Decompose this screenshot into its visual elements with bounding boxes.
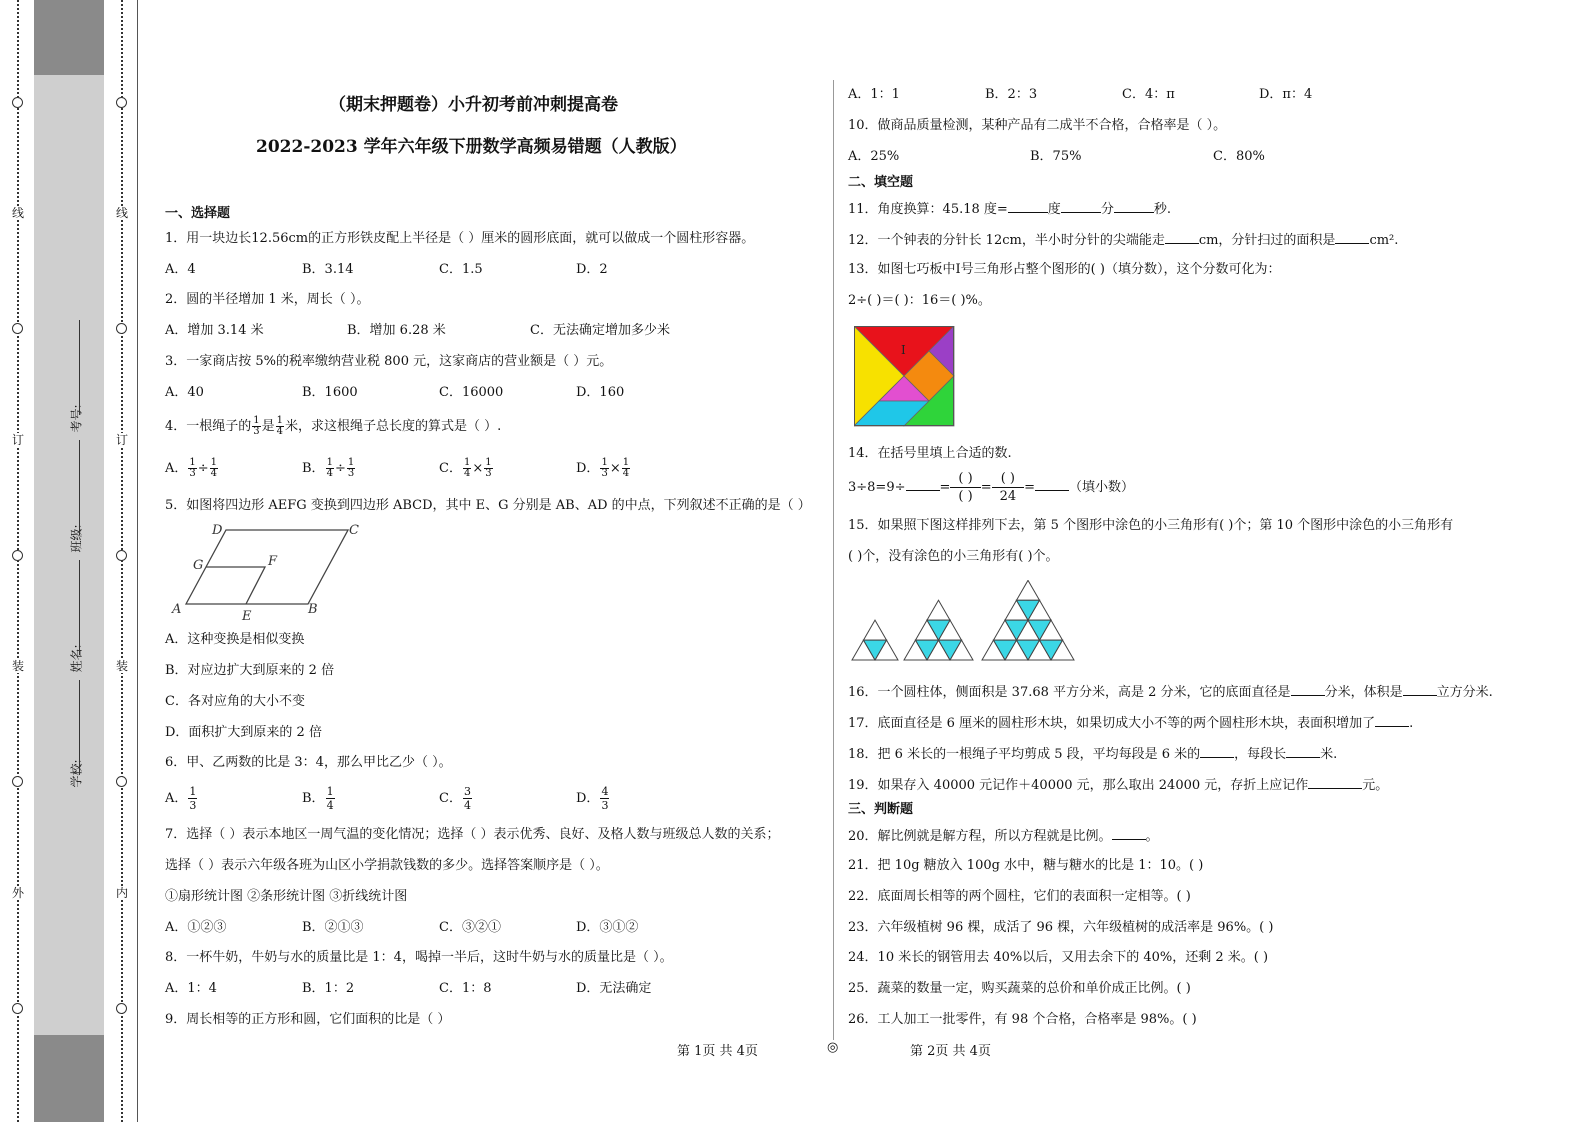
triangle-pattern-figure: [850, 580, 1080, 666]
q4-text: 米，求这根绳子总长度的算式是（ ）.: [285, 419, 502, 434]
q9-option-a: A．1：1: [848, 87, 900, 102]
q5-stem: 5．如图将四边形 AEFG 变换到四边形 ABCD，其中 E、G 分别是 AB、AD 的中点，下列叙述不正确的是（ ）: [165, 498, 811, 513]
section-heading: 二、填空题: [848, 175, 914, 190]
q8-option-a: A．1：4: [165, 981, 217, 996]
q21: 21．把 10g 糖放入 100g 水中，糖与糖水的比是 1：10。( ): [848, 858, 1204, 873]
binding-top-block: [34, 0, 104, 75]
fill-line: [79, 560, 80, 655]
margin-char: 线: [11, 206, 24, 220]
q19: 19．如果存入 40000 元记作＋40000 元，那么取出 24000 元，存折上应记作 元。: [848, 778, 1389, 793]
q25: 25．蔬菜的数量一定，购买蔬菜的总价和单价成正比例。( ): [848, 981, 1191, 996]
q4-option-b: B． $\frac{1}{4}$ ÷ $\frac{1}{3}$: [302, 457, 355, 479]
q8-option-c: C．1：8: [439, 981, 492, 996]
q7-line3: ①扇形统计图 ②条形统计图 ③折线统计图: [165, 889, 408, 904]
name-label: 姓名:: [69, 644, 84, 673]
label-e: E: [242, 609, 252, 624]
label-c: C: [349, 523, 359, 538]
q2-option-a: A．增加 3.14 米: [165, 323, 264, 338]
q7-option-d: D．③①②: [576, 920, 639, 935]
q15-line2: ( )个，没有涂色的小三角形有( )个。: [848, 549, 1059, 564]
ring-icon: [116, 550, 127, 561]
ring-icon: [12, 550, 23, 561]
page-number-left: 第 1页 共 4页: [677, 1044, 758, 1059]
unshaded-triangle: [864, 620, 887, 640]
ring-icon: [12, 1003, 23, 1014]
page-subtitle: 2022-2023 学年六年级下册数学高频易错题（人教版）: [256, 137, 687, 157]
parallelogram-figure: [168, 520, 368, 625]
q16: 16．一个圆柱体，侧面积是 37.68 平方分米，高是 2 分米，它的底面直径是 分米，体积是 立方分米.: [848, 685, 1493, 700]
q14-stem: 14．在括号里填上合适的数.: [848, 446, 1012, 461]
q3-option-d: D．160: [576, 385, 625, 400]
fill-line: [79, 440, 80, 535]
q7-line2: 选择（ ）表示六年级各班为山区小学捐款钱数的多少。选择答案顺序是（ ）。: [165, 858, 609, 873]
q2-option-b: B．增加 6.28 米: [347, 323, 446, 338]
q5-option-d: D．面积扩大到原来的 2 倍: [165, 725, 322, 740]
label-a: A: [172, 602, 182, 617]
q2-stem: 2．圆的半径增加 1 米，周长（ ）。: [165, 292, 370, 307]
fill-line: [79, 320, 80, 415]
unshaded-triangle: [1017, 580, 1040, 600]
label-g: G: [193, 558, 204, 573]
q5-option-c: C．各对应角的大小不变: [165, 694, 305, 709]
q22: 22．底面周长相等的两个圆柱，它们的表面积一定相等。( ): [848, 889, 1191, 904]
q8-option-d: D．无法确定: [576, 981, 652, 996]
label-f: F: [268, 554, 278, 569]
q7-line1: 7．选择（ ）表示本地区一周气温的变化情况；选择（ ）表示优秀、良好、及格人数与班级总人数的关系；: [165, 827, 780, 842]
section-heading: 三、判断题: [848, 802, 914, 817]
q4-option-c: C． $\frac{1}{4}$ × $\frac{1}{3}$: [439, 457, 492, 479]
q9-option-d: D．π：4: [1259, 87, 1313, 102]
q13-line2: 2÷( )＝( )：16＝( )%。: [848, 293, 991, 308]
q4-option-a: A． $\frac{1}{3}$ ÷ $\frac{1}{4}$: [165, 457, 218, 479]
triangle-figure: [982, 580, 1074, 660]
margin-char: 订: [11, 433, 24, 447]
q15-line1: 15．如果照下图这样排列下去，第 5 个图形中涂色的小三角形有( )个；第 10 个图形中涂色的小三角形有: [848, 518, 1454, 533]
margin-char: 装: [11, 659, 24, 673]
q6-option-d: D． $\frac{4}{3}$: [576, 785, 609, 812]
margin-char: 订: [115, 433, 128, 447]
ring-icon: [12, 323, 23, 334]
q24: 24．10 米长的钢管用去 40%以后，又用去余下的 40%，还剩 2 米。( ): [848, 950, 1269, 965]
section-heading: 一、选择题: [165, 206, 231, 221]
q9-option-b: B．2：3: [985, 87, 1038, 102]
q10-option-b: B．75%: [1030, 149, 1082, 164]
q13-line1: 13．如图七巧板中Ⅰ号三角形占整个图形的( )（填分数），这个分数可化为：: [848, 262, 1281, 277]
inner-dotted-line: [121, 0, 123, 1122]
fraction: $\frac{1}{3}$: [253, 415, 260, 437]
ring-icon: [12, 776, 23, 787]
q9-option-c: C．4：π: [1122, 87, 1175, 102]
q18: 18．把 6 米长的一根绳子平均剪成 5 段，平均每段是 6 米的 ，每段长 米.: [848, 747, 1338, 762]
q6-stem: 6．甲、乙两数的比是 3：4，那么甲比乙少（ ）。: [165, 755, 452, 770]
q8-option-b: B．1：2: [302, 981, 355, 996]
q3-stem: 3．一家商店按 5%的税率缴纳营业税 800 元，这家商店的营业额是（ ）元。: [165, 354, 613, 369]
q1-stem: 1．用一块边长12.56cm的正方形铁皮配上半径是（ ）厘米的圆形底面，就可以做成一个圆柱形容器。: [165, 231, 755, 246]
ring-icon: [116, 776, 127, 787]
q8-stem: 8．一杯牛奶，牛奶与水的质量比是 1：4，喝掉一半后，这时牛奶与水的质量比是（ ）。: [165, 950, 673, 965]
q1-option-a: A．4: [165, 262, 196, 277]
column-separator: [833, 80, 834, 1040]
school-label: 学校:: [69, 759, 84, 788]
q6-option-a: A． $\frac{1}{3}$: [165, 785, 197, 812]
ring-icon: [116, 1003, 127, 1014]
q1-option-c: C．1.5: [439, 262, 483, 277]
q10-option-c: C．80%: [1213, 149, 1265, 164]
margin-rule: [137, 0, 138, 1122]
class-label: 班级:: [69, 524, 84, 553]
ring-icon: [12, 97, 23, 108]
q7-option-a: A．①②③: [165, 920, 227, 935]
q2-option-c: C．无法确定增加多少米: [530, 323, 670, 338]
unshaded-triangle: [927, 600, 950, 620]
outer-dotted-line: [17, 0, 19, 1122]
q4-option-d: D． $\frac{1}{3}$ × $\frac{1}{4}$: [576, 457, 630, 479]
q3-option-c: C．16000: [439, 385, 504, 400]
fill-line: [79, 680, 80, 775]
ring-icon: [116, 97, 127, 108]
triangle-figure: [852, 620, 898, 660]
q6-option-c: C． $\frac{3}{4}$: [439, 785, 471, 812]
triangle-figure: [904, 600, 973, 660]
label-b: B: [308, 602, 318, 617]
q10-stem: 10．做商品质量检测，某种产品有二成半不合格，合格率是（ ）。: [848, 118, 1227, 133]
q4-text: 4．一根绳子的: [165, 419, 252, 434]
q12: 12．一个钟表的分针长 12cm，半小时分针的尖端能走 cm，分针扫过的面积是 cm².: [848, 233, 1399, 248]
q6-option-b: B． $\frac{1}{4}$: [302, 785, 334, 812]
margin-char: 线: [115, 206, 128, 220]
q4-stem: [165, 414, 501, 440]
tangram-figure: [854, 326, 956, 428]
q5-option-a: A．这种变换是相似变换: [165, 632, 305, 647]
tangram-label: Ⅰ: [901, 343, 906, 357]
q4-text: 是: [261, 419, 275, 434]
q20: 20．解比例就是解方程，所以方程就是比例。 。: [848, 829, 1159, 844]
ring-icon: [116, 323, 127, 334]
margin-char: 外: [11, 886, 24, 900]
fraction: $\frac{1}{4}$: [276, 415, 284, 437]
page-title: （期末押题卷）小升初考前冲刺提高卷: [329, 95, 618, 115]
q3-option-a: A．40: [165, 385, 204, 400]
page-number-right: 第 2页 共 4页: [910, 1044, 991, 1059]
margin-char: 内: [115, 886, 128, 900]
q5-option-b: B．对应边扩大到原来的 2 倍: [165, 663, 335, 678]
exam-number-label: 考号:: [69, 404, 84, 433]
q7-option-b: B．②①③: [302, 920, 364, 935]
student-info-labels: [44, 330, 94, 788]
margin-char: 装: [115, 659, 128, 673]
q9-stem: 9．周长相等的正方形和圆，它们面积的比是（ ）: [165, 1012, 451, 1027]
q1-option-b: B．3.14: [302, 262, 354, 277]
label-d: D: [212, 523, 223, 538]
q17: 17．底面直径是 6 厘米的圆柱形木块，如果切成大小不等的两个圆柱形木块，表面积增加了 .: [848, 716, 1414, 731]
q1-option-d: D．2: [576, 262, 608, 277]
q14-equation: 3÷8=9÷ = ( ) ( ) = ( ) 24 = （填小数）: [848, 471, 1135, 504]
q23: 23．六年级植树 96 棵，成活了 96 棵，六年级植树的成活率是 96%。( ): [848, 920, 1274, 935]
binding-bottom-block: [34, 1035, 104, 1122]
q3-option-b: B．1600: [302, 385, 358, 400]
q11: 11．角度换算：45.18 度= 度 分 秒.: [848, 202, 1171, 217]
footer-center-mark: ◎: [827, 1040, 839, 1055]
q26: 26．工人加工一批零件，有 98 个合格，合格率是 98%。( ): [848, 1012, 1197, 1027]
q10-option-a: A．25%: [848, 149, 900, 164]
q7-option-c: C．③②①: [439, 920, 501, 935]
